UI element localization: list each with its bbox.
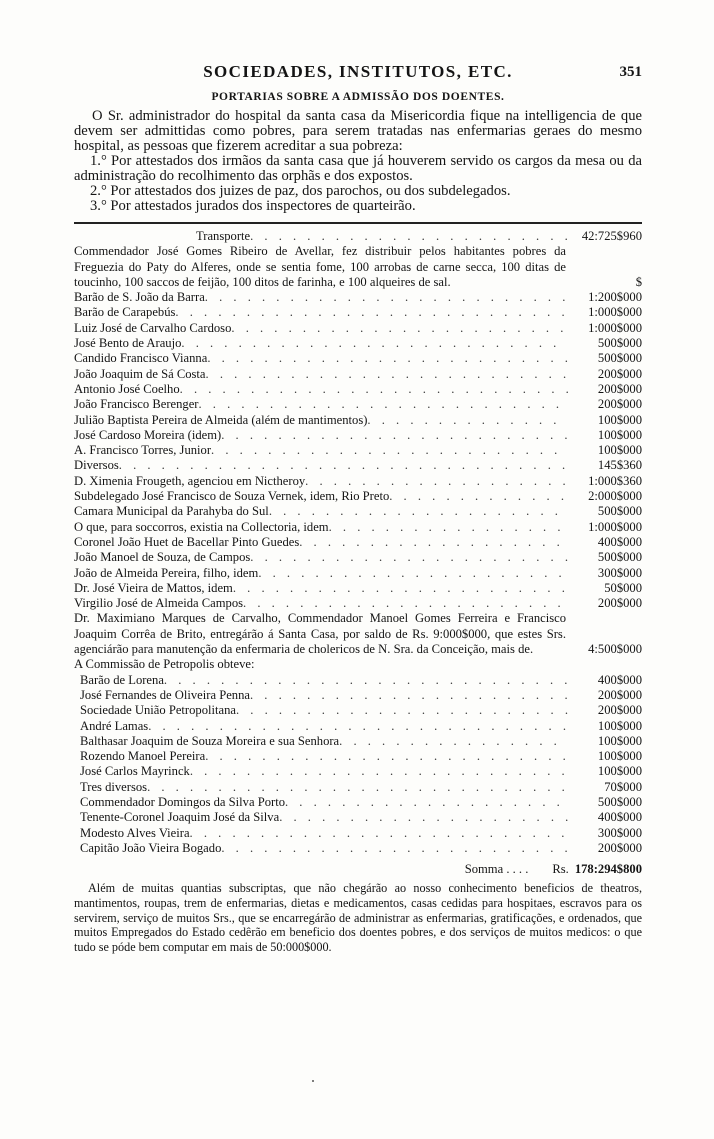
ledger-row	[74, 474, 642, 489]
donor-name: Barão de Carapebús	[74, 305, 176, 320]
donation-amount: 100$000	[597, 718, 642, 733]
transporte-row	[74, 229, 642, 244]
total-amount: 178:294$800	[574, 862, 642, 877]
donation-amount: 200$000	[597, 397, 642, 412]
donation-amount: 200$000	[597, 381, 642, 396]
donor-name: A. Francisco Torres, Junior	[74, 443, 212, 458]
transporte-amount: 42:725$960	[581, 229, 642, 243]
donor-name: Sociedade União Petropolitana	[80, 703, 236, 718]
ledger-row	[74, 321, 642, 336]
leader-dots	[211, 443, 568, 458]
leader-dots	[207, 351, 568, 366]
section-divider	[74, 222, 642, 224]
leader-dots	[205, 749, 568, 764]
donor-name: Commendador Domingos da Silva Porto	[80, 794, 285, 809]
leader-dots	[243, 596, 568, 611]
page-number: 351	[619, 64, 642, 80]
donor-name: Diversos	[74, 458, 119, 473]
maximiano-text: Dr. Maximiano Marques de Carvalho, Commendador Manoel Gomes Ferreira e Francisco Joaquim Corrêa de Brito, entregárão á Santa Casa, por saldo de Rs. 9:000$000, que estes Srs. agenciárão para manutenção da enfermaria de cholericos de N. Sra. da Conceição, mais de.	[74, 611, 566, 657]
ledger-row	[74, 673, 642, 688]
donation-amount: 500$000	[597, 550, 642, 565]
donation-amount: 500$000	[597, 504, 642, 519]
donation-amount: 500$000	[597, 794, 642, 809]
ledger-row	[74, 550, 642, 565]
leader-dots	[285, 795, 568, 810]
donor-name: Dr. José Vieira de Mattos, idem	[74, 580, 233, 595]
leader-dots	[190, 826, 568, 841]
donation-amount: 100$000	[597, 427, 642, 442]
ledger-row	[74, 367, 642, 382]
donation-ledger	[74, 229, 642, 877]
donation-amount: 1:000$000	[588, 320, 642, 335]
donation-amount: 500$000	[597, 336, 642, 351]
donor-name: Tenente-Coronel Joaquim José da Silva	[80, 810, 280, 825]
donation-amount: 1:000$360	[588, 473, 642, 488]
donation-amount: 200$000	[597, 596, 642, 611]
leader-dots	[236, 703, 568, 718]
donor-name: Barão de S. João da Barra	[74, 290, 205, 305]
running-header	[74, 62, 642, 86]
ledger-row	[74, 841, 642, 856]
closing-paragraph: Além de muitas quantias subscriptas, que não chegárão ao nosso conhecimento beneficios de theatros, mantimentos, roupas, trem de enfermarias, dietas e medicamentos, casas cedidas para hospitaes, escravos para os servirem, serviço de muitos Srs., que se encarregárão de administrar as enfermarias, gratificações, e ordenados, que muitos Empregados do Estado cedêrão em beneficio dos doentes pobres, e dos serviços de muitos medicos: o que tudo se póde bem computar em mais de 50:000$000.	[74, 881, 642, 954]
leader-dots	[279, 810, 568, 825]
donor-name: João Francisco Berenger	[74, 397, 199, 412]
leader-dots	[389, 489, 568, 504]
donor-name: Camara Municipal da Parahyba do Sul	[74, 504, 269, 519]
leader-dots	[164, 673, 568, 688]
ledger-row	[74, 826, 642, 841]
leader-dots	[221, 428, 568, 443]
portaria-item-1: 1.° Por attestados dos irmãos da santa casa que já houverem servido os cargos da mesa ou da administração do recolhimento das orphãs e dos expostos.	[74, 153, 642, 184]
donor-name: João Joaquim de Sá Costa	[74, 366, 206, 381]
donation-amount: 100$000	[597, 764, 642, 779]
ledger-row	[74, 382, 642, 397]
ledger-row	[74, 795, 642, 810]
donation-amount: 400$000	[597, 810, 642, 825]
portaria-item-3: 3.° Por attestados jurados dos inspectores de quarteirão.	[90, 198, 416, 214]
donation-amount: 2:000$000	[588, 489, 642, 504]
leader-dots	[190, 764, 568, 779]
ledger-row	[74, 351, 642, 366]
ledger-row	[74, 489, 642, 504]
donation-amount: 145$360	[597, 458, 642, 473]
donor-name: Rozendo Manoel Pereira	[80, 749, 206, 764]
petropolis-heading: A Commissão de Petropolis obteve:	[74, 657, 255, 672]
donor-name: Modesto Alves Vieira	[80, 825, 190, 840]
leader-dots	[250, 688, 568, 703]
donation-amount: 200$000	[597, 366, 642, 381]
leader-dots	[367, 413, 568, 428]
ledger-row	[74, 397, 642, 412]
donor-name: Tres diversos	[80, 779, 148, 794]
donor-name: Coronel João Huet de Bacellar Pinto Guedes	[74, 534, 300, 549]
ledger-row	[74, 520, 642, 535]
leader-dots	[258, 566, 568, 581]
donation-amount: 50$000	[604, 580, 642, 595]
donation-amount: 70$000	[604, 779, 642, 794]
avellar-amount: $	[635, 274, 642, 289]
leader-dots	[175, 305, 568, 320]
donation-amount: 100$000	[597, 749, 642, 764]
donation-amount: 300$000	[597, 565, 642, 580]
portaria-intro: O Sr. administrador do hospital da santa casa da Misericordia fique na intelligencia de que devem ser admittidas como pobres, para serem tratadas nas enfermarias geraes do mesmo hospital, as pessoas que fizerem acreditar a sua pobreza:	[74, 108, 642, 154]
donor-name: Barão de Lorena	[80, 672, 164, 687]
donation-amount: 200$000	[597, 703, 642, 718]
leader-dots	[299, 535, 568, 550]
avellar-text: Commendador José Gomes Ribeiro de Avellar, fez distribuir pelos habitantes pobres da Freguezia do Paty do Alferes, onde se sentia fome, 100 arrobas de carne secca, 100 ditas de toucinho, 100 saccos de feijão, 100 ditos de farinha, e 100 alqueires de sal.	[74, 244, 566, 289]
leader-dots	[199, 397, 569, 412]
donor-name: Capitão João Vieira Bogado	[80, 840, 222, 855]
donor-name: André Lamas	[80, 718, 149, 733]
total-currency: Rs.	[552, 862, 569, 877]
leader-dots	[231, 321, 568, 336]
ledger-row	[74, 305, 642, 320]
total-label: Somma . . . .	[464, 862, 529, 877]
donation-amount: 300$000	[597, 825, 642, 840]
page-speck	[312, 1080, 314, 1082]
donation-amount: 400$000	[597, 534, 642, 549]
ledger-row	[74, 749, 642, 764]
ledger-row	[74, 581, 642, 596]
donor-name: José Bento de Araujo	[74, 336, 182, 351]
leader-dots	[119, 458, 568, 473]
donor-name: D. Ximenia Frougeth, agenciou em Nictheroy	[74, 473, 306, 488]
ledger-row	[74, 688, 642, 703]
avellar-entry	[74, 244, 642, 290]
leader-dots	[339, 734, 568, 749]
donation-amount: 500$000	[597, 351, 642, 366]
header-title: SOCIEDADES, INSTITUTOS, ETC.	[203, 62, 513, 81]
ledger-row	[74, 413, 642, 428]
donation-amount: 200$000	[597, 840, 642, 855]
ledger-row	[74, 719, 642, 734]
donation-amount: 100$000	[597, 412, 642, 427]
leader-dots	[329, 520, 568, 535]
donor-name: O que, para soccorros, existia na Collectoria, idem	[74, 519, 329, 534]
leader-dots	[147, 780, 568, 795]
ledger-row	[74, 764, 642, 779]
ledger-row	[74, 703, 642, 718]
leader-dots	[233, 581, 568, 596]
donor-name: João Manoel de Souza, de Campos	[74, 550, 251, 565]
ledger-row	[74, 535, 642, 550]
ledger-row	[74, 290, 642, 305]
leader-dots	[180, 382, 568, 397]
ledger-row	[74, 336, 642, 351]
leader-dots	[206, 367, 568, 382]
maximiano-amount: 4:500$000	[588, 642, 642, 657]
donation-amount: 1:200$000	[588, 290, 642, 305]
ledger-row	[74, 458, 642, 473]
ledger-row	[74, 810, 642, 825]
total-row	[74, 862, 642, 877]
donor-list-petropolis	[74, 673, 642, 857]
ledger-row	[74, 428, 642, 443]
donation-amount: 100$000	[597, 443, 642, 458]
donor-name: José Fernandes de Oliveira Penna	[80, 687, 250, 702]
leader-dots	[221, 841, 568, 856]
ledger-row	[74, 734, 642, 749]
donor-name: Subdelegado José Francisco de Souza Vernek, idem, Rio Preto	[74, 489, 390, 504]
donation-amount: 1:000$000	[588, 519, 642, 534]
donor-name: Antonio José Coelho	[74, 381, 180, 396]
leader-dots	[250, 550, 568, 565]
leader-dots	[305, 474, 568, 489]
leader-dots	[181, 336, 568, 351]
donor-name: José Cardoso Moreira (idem)	[74, 427, 222, 442]
portaria-item-2: 2.° Por attestados dos juizes de paz, dos parochos, ou dos subdelegados.	[90, 183, 511, 199]
donation-amount: 1:000$000	[588, 305, 642, 320]
donor-name: Luiz José de Carvalho Cardoso	[74, 320, 232, 335]
transporte-label: Transporte	[196, 229, 251, 243]
donation-amount: 100$000	[597, 733, 642, 748]
donor-name: Julião Baptista Pereira de Almeida (além de mantimentos)	[74, 412, 368, 427]
page	[74, 62, 642, 954]
petropolis-heading-row	[74, 657, 642, 672]
leader-dots	[205, 290, 568, 305]
leader-dots	[269, 504, 568, 519]
ledger-row	[74, 566, 642, 581]
donor-name: Virgilio José de Almeida Campos	[74, 596, 244, 611]
ledger-row	[74, 504, 642, 519]
donor-name: João de Almeida Pereira, filho, idem	[74, 565, 259, 580]
donation-amount: 400$000	[597, 672, 642, 687]
ledger-row	[74, 780, 642, 795]
donor-name: Candido Francisco Vianna	[74, 351, 208, 366]
section-subtitle: PORTARIAS SOBRE A ADMISSÃO DOS DOENTES.	[211, 91, 505, 103]
donor-name: José Carlos Mayrinck	[80, 764, 190, 779]
leader-dots	[148, 719, 568, 734]
ledger-row	[74, 443, 642, 458]
donor-name: Balthasar Joaquim de Souza Moreira e sua Senhora	[80, 733, 340, 748]
donor-list-a	[74, 290, 642, 611]
donation-amount: 200$000	[597, 687, 642, 702]
ledger-row	[74, 596, 642, 611]
maximiano-entry	[74, 611, 642, 657]
